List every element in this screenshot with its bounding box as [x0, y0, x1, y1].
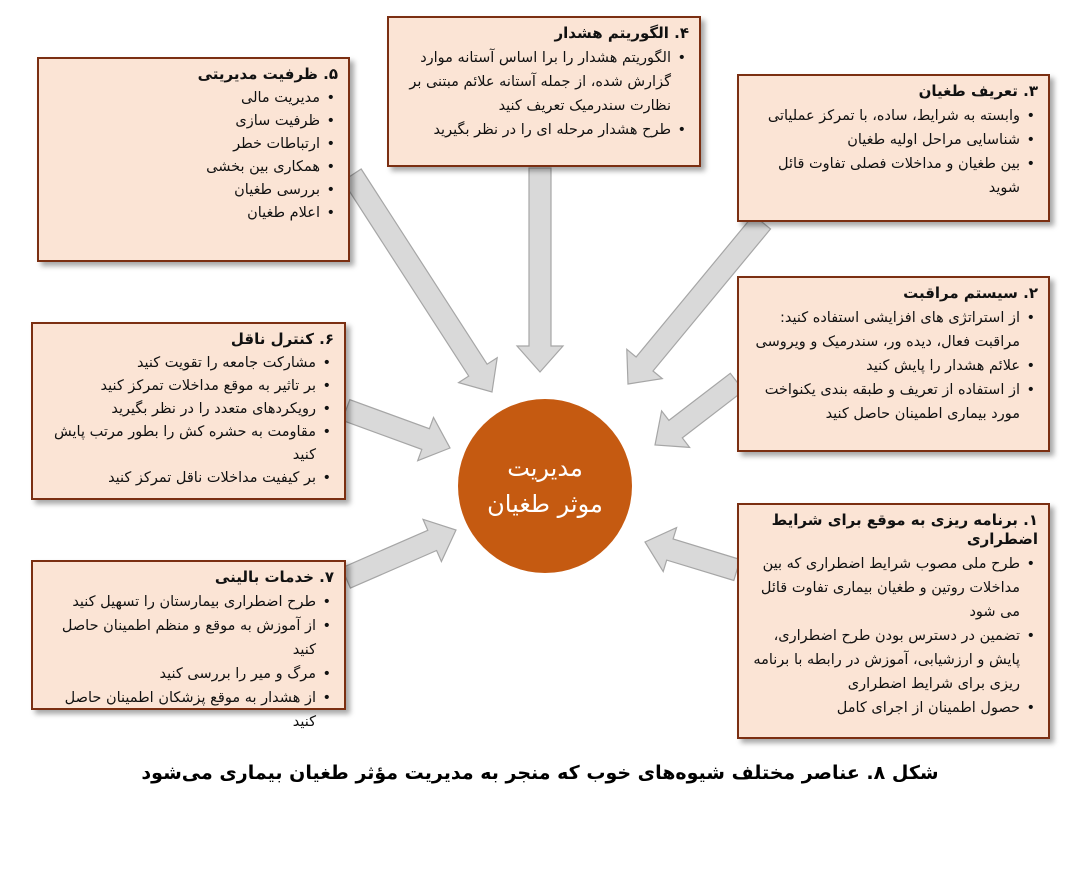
- box-surveillance-system: [737, 276, 1050, 452]
- box-management-capacity: [37, 57, 350, 262]
- list-item: • اعلام طغیان: [47, 202, 320, 225]
- box-list: [41, 352, 334, 490]
- box-list: [747, 552, 1038, 720]
- box-clinical-services: [31, 560, 346, 730]
- box-alert-algorithm: [387, 16, 701, 167]
- box-list: [747, 104, 1038, 200]
- list-item: • از استفاده از تعریف و طبقه بندی یکنواخت مورد بیماری اطمینان حاصل کنید: [747, 378, 1020, 426]
- list-item: • بین طغیان و مداخلات فصلی تفاوت قائل شوید: [747, 152, 1020, 200]
- center-line-2: موثر طغیان: [487, 490, 603, 518]
- arrow-from-clinical-services: [342, 519, 456, 588]
- box-outbreak-definition: [737, 74, 1050, 222]
- list-item: • رویکردهای متعدد را در نظر بگیرید: [41, 398, 316, 421]
- list-item: • مرگ و میر را بررسی کنید: [41, 662, 316, 686]
- box-title: ۵. ظرفیت مدیریتی: [197, 65, 338, 83]
- list-item: • طرح ملی مصوب شرایط اضطراری که بین مداخلات روتین و طغیان بیماری تفاوت قائل می شود: [747, 552, 1020, 624]
- list-item: • از استراتژی های افزایشی استفاده کنید: مراقبت فعال، دیده ور، سندرمیک و ویروسی: [747, 306, 1020, 354]
- list-item: • مقاومت به حشره کش را بطور مرتب پایش کنید: [41, 421, 316, 467]
- list-item: • همکاری بین بخشی: [47, 156, 320, 179]
- list-item: • الگوریتم هشدار را برا اساس آستانه موارد گزارش شده، از جمله آستانه علائم مبتنی بر نظارت سندرمیک تعریف کنید: [397, 46, 671, 118]
- list-item: • ارتباطات خطر: [47, 133, 320, 156]
- list-item: • از آموزش به موقع و منظم اطمینان حاصل کنید: [41, 614, 316, 662]
- list-item: • مدیریت مالی: [47, 87, 320, 110]
- list-item: • شناسایی مراحل اولیه طغیان: [747, 128, 1020, 152]
- arrow-from-alert-algorithm: [517, 168, 563, 372]
- box-title: ۶. کنترل ناقل: [230, 330, 334, 348]
- figure-caption: شکل ۸. عناصر مختلف شیوه‌های خوب که منجر به مدیریت مؤثر طغیان بیماری می‌شود: [141, 762, 939, 784]
- arrow-from-management-capacity: [343, 169, 497, 392]
- list-item: • بر کیفیت مداخلات ناقل تمرکز کنید: [41, 467, 316, 490]
- list-item: • طرح هشدار مرحله ای را در نظر بگیرید: [397, 118, 671, 142]
- box-title: ۱. برنامه ریزی به موقع برای شرایط اضطراری: [771, 511, 1038, 548]
- box-list: [397, 46, 689, 142]
- list-item: • از هشدار به موقع پزشکان اطمینان حاصل کنید: [41, 686, 316, 734]
- arrow-from-vector-control: [342, 400, 450, 461]
- list-item: • ظرفیت سازی: [47, 110, 320, 133]
- arrow-from-emergency-planning: [645, 528, 740, 581]
- box-list: [747, 306, 1038, 426]
- box-title: ۴. الگوریتم هشدار: [554, 24, 689, 42]
- list-item: • بر تاثیر به موقع مداخلات تمرکز کنید: [41, 375, 316, 398]
- list-item: • وابسته به شرایط، ساده، با تمرکز عملیاتی: [747, 104, 1020, 128]
- list-item: • تضمین در دسترس بودن طرح اضطراری، پایش و ارزشیابی، آموزش در رابطه با برنامه ریزی برای شرایط اضطراری: [747, 624, 1020, 696]
- list-item: • مشارکت جامعه را تقویت کنید: [41, 352, 316, 375]
- center-circle: [458, 399, 632, 573]
- box-list: [41, 590, 334, 734]
- box-title: ۳. تعریف طغیان: [918, 82, 1038, 100]
- list-item: • علائم هشدار را پایش کنید: [747, 354, 1020, 378]
- box-vector-control: [31, 322, 346, 500]
- box-title: ۷. خدمات بالینی: [214, 568, 334, 586]
- list-item: • بررسی طغیان: [47, 179, 320, 202]
- list-item: • حصول اطمینان از اجرای کامل: [747, 696, 1020, 720]
- list-item: • طرح اضطراری بیمارستان را تسهیل کنید: [41, 590, 316, 614]
- arrow-from-surveillance: [655, 373, 744, 447]
- box-list: [47, 87, 338, 225]
- box-title: ۲. سیستم مراقبت: [903, 284, 1038, 302]
- center-line-1: مدیریت: [507, 454, 583, 482]
- box-emergency-planning: [737, 503, 1050, 739]
